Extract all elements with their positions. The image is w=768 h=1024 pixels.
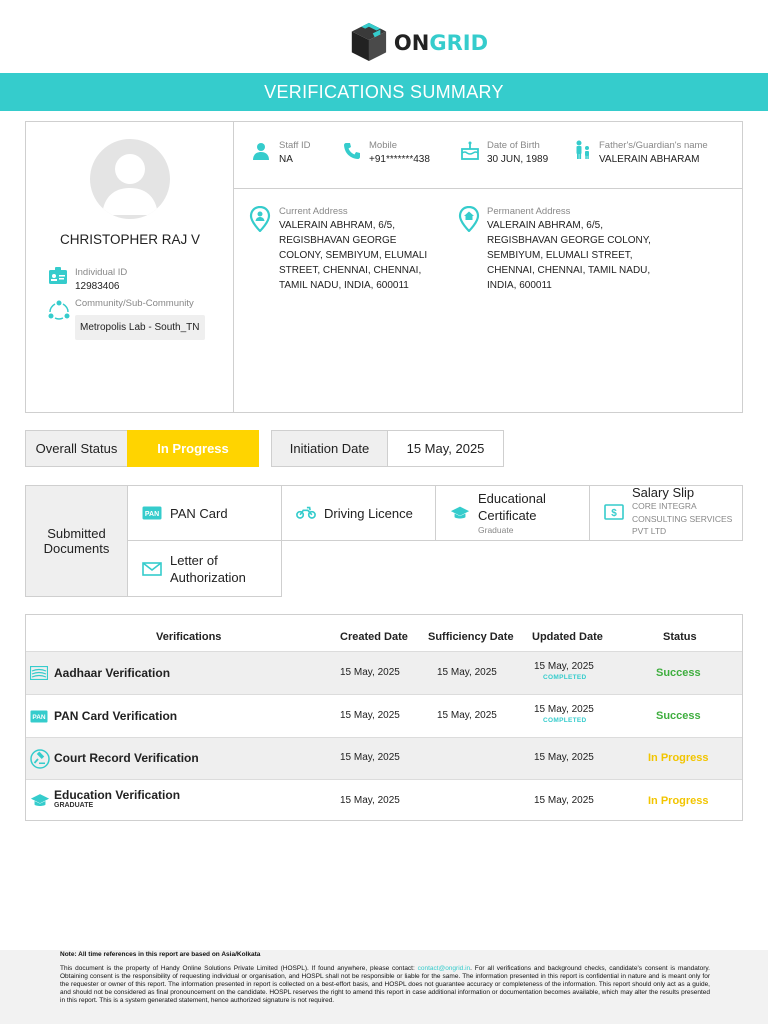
table-header: [26, 615, 742, 651]
completed-tag: COMPLETED: [543, 674, 587, 681]
document-letter-of-authorization: Letter of Authorization: [127, 540, 282, 597]
guardian-label: Father's/Guardian's name: [599, 140, 708, 151]
footer: [0, 950, 768, 1024]
status-badge: Success: [656, 667, 701, 679]
profile-identity: [26, 122, 234, 412]
pan-card-icon: [142, 506, 162, 520]
staff-id-value: NA: [279, 154, 293, 165]
status-badge: Success: [656, 710, 701, 722]
profile-details: [234, 122, 742, 189]
table-row: PAN PAN Card Verification 15 May, 2025 15 May, 2025 15 May, 2025 COMPLETED Success: [26, 694, 742, 737]
permanent-address-label: Permanent Address: [487, 206, 571, 217]
header-status: Status: [663, 631, 697, 643]
overall-status-label: Overall Status: [25, 430, 128, 467]
gavel-icon: [30, 749, 50, 769]
header-verifications: Verifications: [156, 631, 222, 643]
motorbike-icon: [296, 506, 316, 520]
person-icon: [252, 142, 270, 160]
submitted-documents-label: Submitted Documents: [25, 485, 128, 597]
aadhaar-icon: [30, 666, 48, 680]
status-badge: In Progress: [648, 795, 709, 807]
document-salary-slip: $ Salary Slip CORE INTEGRA CONSULTING SERVICES PVT LTD: [589, 485, 743, 541]
family-icon: [574, 140, 592, 160]
header-created-date: Created Date: [340, 631, 408, 643]
community-icon: [48, 300, 70, 320]
overall-status-badge: In Progress: [127, 430, 259, 467]
dob-label: Date of Birth: [487, 140, 540, 151]
initiation-date-value: 15 May, 2025: [387, 430, 504, 467]
profile-card: [25, 121, 743, 413]
phone-icon: [343, 142, 361, 160]
footer-disclaimer: This document is the property of Handy Online Solutions Private Limited (HOSPL). If found anywhere, please contact: contact@ongrid.in. For all verifications and background checks, candidate's consent is mandatory. Obtaining consent is the responsibility of requesting individual or organisation, and HOSPL shall not be responsible or liable for the same. The information presented in this report is confidential in nature and is meant only for the requester or owner of this report. The information presented in report is collected on a best-effort basis, and HOSPL does not guarantee accuracy or completeness of the information. This report should only act as a guide, and should not be considered as final pronouncement on the candidate. HOSPL reserves the right to amend this report in case additional information or documentation becomes available, which may alter the results presented in this report. This is a system generated statement, hence authorized signature is not required.: [60, 965, 710, 1004]
dob-value: 30 JUN, 1989: [487, 154, 549, 165]
guardian-value: VALERAIN ABHARAM: [599, 154, 700, 165]
document-pan-card: PAN PAN Card: [127, 485, 282, 541]
table-row: Aadhaar Verification 15 May, 2025 15 May, 2025 15 May, 2025 COMPLETED Success: [26, 651, 742, 694]
initiation-date-label: Initiation Date: [271, 430, 388, 467]
community-label: Community/Sub-Community: [75, 298, 194, 309]
mobile-label: Mobile: [369, 140, 397, 151]
status-badge: In Progress: [648, 752, 709, 764]
location-pin-icon: [249, 206, 271, 232]
salary-icon: [604, 504, 624, 520]
candidate-name: CHRISTOPHER RAJ V: [59, 232, 201, 247]
verifications-table: [25, 614, 743, 821]
ongrid-logo: [348, 17, 488, 65]
staff-id-label: Staff ID: [279, 140, 311, 151]
document-driving-licence: Driving Licence: [281, 485, 436, 541]
table-row: Court Record Verification 15 May, 2025 15 May, 2025 In Progress: [26, 737, 742, 779]
svg-text:PAN: PAN: [144, 511, 160, 518]
submitted-documents: [25, 485, 743, 597]
mobile-value: +91*******438: [369, 154, 430, 165]
permanent-address: VALERAIN ABHRAM, 6/5, REGISBHAVAN GEORGE COLONY, SEMBIYUM, ELUMALI STREET, CHENNAI, CHENNAI, TAMIL NADU, INDIA, 600011: [487, 220, 651, 291]
graduation-cap-icon: [30, 793, 50, 808]
pan-card-icon: [30, 710, 48, 723]
page-title: VERIFICATIONS SUMMARY: [0, 73, 768, 111]
profile-addresses: [234, 189, 742, 412]
home-pin-icon: [458, 206, 480, 232]
contact-email-link[interactable]: contact@ongrid.in: [417, 965, 471, 972]
birthday-cake-icon: [460, 140, 480, 160]
document-educational-certificate: Educational Certificate Graduate: [435, 485, 590, 541]
brand-name: ONGRID: [393, 31, 488, 55]
svg-text:$: $: [611, 508, 617, 519]
cube-logo-icon: [348, 18, 390, 64]
avatar: [90, 139, 170, 219]
current-address: VALERAIN ABHRAM, 6/5, REGISBHAVAN GEORGE COLONY, SEMBIYUM, ELUMALI STREET, CHENNAI, CHENNAI, TAMIL NADU, INDIA, 600011: [279, 220, 428, 291]
table-row: Education Verification GRADUATE 15 May, 2025 15 May, 2025 In Progress: [26, 779, 742, 820]
envelope-icon: [142, 562, 162, 576]
header-updated-date: Updated Date: [532, 631, 603, 643]
current-address-label: Current Address: [279, 206, 348, 217]
svg-text:PAN: PAN: [32, 714, 46, 721]
id-card-icon: [48, 267, 68, 285]
graduation-cap-icon: [450, 505, 470, 521]
individual-id-value: 12983406: [75, 281, 120, 292]
individual-id-label: Individual ID: [75, 267, 128, 278]
community-chip: Metropolis Lab - South_TN: [75, 315, 205, 340]
footer-note: Note: All time references in this report are based on Asia/Kolkata: [60, 951, 261, 958]
header-sufficiency-date: Sufficiency Date: [428, 631, 514, 643]
completed-tag: COMPLETED: [543, 717, 587, 724]
